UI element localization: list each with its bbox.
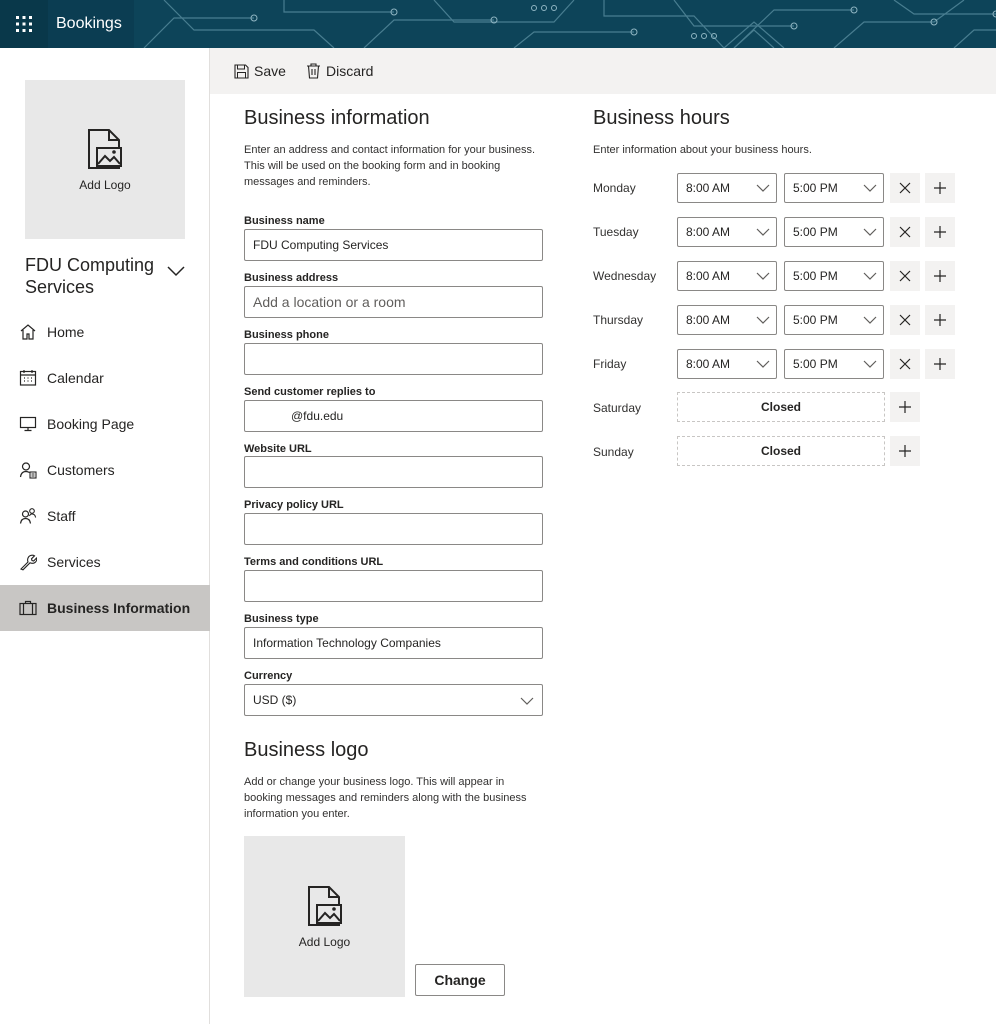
business-address-field[interactable]: Add a location or a room (244, 286, 543, 318)
start-time-value: 8:00 AM (686, 313, 731, 327)
command-bar (210, 48, 996, 94)
business-logo-preview[interactable] (244, 836, 405, 997)
terms-url-field[interactable] (244, 570, 543, 602)
add-logo-label: Add Logo (298, 934, 351, 949)
wednesday-end-time[interactable] (784, 261, 884, 291)
close-icon (899, 226, 911, 238)
sidebar-item-booking-page[interactable] (0, 401, 210, 447)
customers-icon (19, 461, 37, 479)
sidebar-item-services[interactable] (0, 539, 210, 585)
sunday-closed-slot: Closed (677, 436, 885, 466)
business-logo-description: Add or change your business logo. This will appear in booking messages and reminders along with the business information you enter. (244, 776, 527, 820)
chevron-down-icon (863, 181, 877, 195)
reply-email-field[interactable]: @fdu.edu (244, 400, 543, 432)
business-logo-heading: Business logo (244, 739, 369, 761)
app-launcher-button[interactable] (0, 0, 48, 48)
business-type-field[interactable]: Information Technology Companies (244, 627, 543, 659)
sidebar-item-business-information[interactable] (0, 585, 210, 631)
sidebar-item-calendar[interactable] (0, 355, 210, 401)
chevron-down-icon (756, 181, 770, 195)
thursday-start-time[interactable] (677, 305, 777, 335)
chevron-down-icon (756, 269, 770, 283)
monitor-icon (19, 415, 37, 433)
sidebar-item-home[interactable] (0, 309, 210, 355)
day-label-saturday: Saturday (593, 401, 642, 415)
sidebar-item-label: Customers (47, 462, 115, 478)
plus-icon (934, 182, 946, 194)
remove-hours-button[interactable] (890, 173, 920, 203)
app-title[interactable]: Bookings (56, 15, 122, 32)
remove-hours-button[interactable] (890, 349, 920, 379)
save-label: Save (254, 63, 286, 79)
remove-hours-button[interactable] (890, 217, 920, 247)
plus-icon (934, 358, 946, 370)
add-hours-button[interactable] (925, 349, 955, 379)
image-file-icon (305, 885, 345, 927)
reply-email-label: Send customer replies to (244, 386, 376, 398)
saturday-closed-slot: Closed (677, 392, 885, 422)
sidebar-item-customers[interactable] (0, 447, 210, 493)
add-hours-button[interactable] (925, 305, 955, 335)
sidebar-nav (0, 309, 210, 631)
business-hours-description: Enter information about your business hours. (593, 144, 812, 156)
friday-end-time[interactable] (784, 349, 884, 379)
chevron-down-icon (863, 313, 877, 327)
change-logo-button[interactable]: Change (415, 964, 505, 996)
plus-icon (934, 270, 946, 282)
sidebar (0, 48, 210, 1024)
website-url-field[interactable] (244, 456, 543, 488)
sidebar-item-label: Calendar (47, 370, 104, 386)
top-bar (0, 0, 996, 48)
day-label-friday: Friday (593, 357, 627, 371)
add-logo-label: Add Logo (79, 177, 131, 192)
friday-start-time[interactable] (677, 349, 777, 379)
tuesday-end-time[interactable] (784, 217, 884, 247)
sidebar-item-label: Business Information (47, 600, 191, 616)
chevron-down-icon (863, 269, 877, 283)
add-hours-button[interactable] (925, 173, 955, 203)
end-time-value: 5:00 PM (793, 357, 838, 371)
sidebar-item-label: Services (47, 554, 101, 570)
currency-label: Currency (244, 670, 293, 682)
trash-icon (306, 63, 321, 79)
add-hours-button[interactable] (890, 436, 920, 466)
business-name-field[interactable]: FDU Computing Services (244, 229, 543, 261)
business-phone-field[interactable] (244, 343, 543, 375)
save-button[interactable] (234, 48, 286, 94)
home-icon (19, 323, 37, 341)
save-icon (234, 64, 249, 79)
plus-icon (934, 314, 946, 326)
business-info-description: Enter an address and contact information for your business. This will be used on the booking form and in booking messages and reminders. (244, 144, 536, 188)
business-name-label: Business name (244, 215, 325, 227)
wednesday-start-time[interactable] (677, 261, 777, 291)
close-icon (899, 182, 911, 194)
add-hours-button[interactable] (925, 217, 955, 247)
chevron-down-icon (756, 357, 770, 371)
add-logo-button[interactable] (25, 80, 185, 239)
waffle-icon (15, 15, 33, 33)
image-file-icon (85, 128, 125, 170)
calendar-icon (19, 369, 37, 387)
day-label-wednesday: Wednesday (593, 269, 657, 283)
sidebar-item-staff[interactable] (0, 493, 210, 539)
end-time-value: 5:00 PM (793, 225, 838, 239)
remove-hours-button[interactable] (890, 261, 920, 291)
currency-select[interactable] (244, 684, 543, 716)
chevron-down-icon (756, 225, 770, 239)
circuit-banner-image (134, 0, 996, 48)
terms-url-label: Terms and conditions URL (244, 556, 384, 568)
chevron-down-icon[interactable] (166, 264, 186, 278)
close-icon (899, 270, 911, 282)
day-label-tuesday: Tuesday (593, 225, 639, 239)
sidebar-item-label: Home (47, 324, 85, 340)
business-hours-heading: Business hours (593, 107, 730, 129)
thursday-end-time[interactable] (784, 305, 884, 335)
website-url-label: Website URL (244, 443, 312, 455)
end-time-value: 5:00 PM (793, 313, 838, 327)
close-icon (899, 358, 911, 370)
business-phone-label: Business phone (244, 329, 329, 341)
close-icon (899, 314, 911, 326)
currency-value: USD ($) (253, 693, 297, 707)
day-label-monday: Monday (593, 181, 636, 195)
start-time-value: 8:00 AM (686, 269, 731, 283)
sidebar-item-label: Booking Page (47, 416, 135, 432)
chevron-down-icon (520, 694, 534, 708)
privacy-url-field[interactable] (244, 513, 543, 545)
business-name-switcher[interactable]: FDU Computing Services (25, 255, 155, 297)
monday-end-time[interactable] (784, 173, 884, 203)
start-time-value: 8:00 AM (686, 357, 731, 371)
chevron-down-icon (863, 225, 877, 239)
business-info-heading: Business information (244, 107, 430, 129)
privacy-url-label: Privacy policy URL (244, 499, 344, 511)
add-hours-button[interactable] (925, 261, 955, 291)
staff-icon (19, 507, 37, 525)
chevron-down-icon (863, 357, 877, 371)
discard-label: Discard (326, 63, 374, 79)
wrench-icon (19, 553, 37, 571)
plus-icon (899, 401, 911, 413)
start-time-value: 8:00 AM (686, 181, 731, 195)
business-address-label: Business address (244, 272, 339, 284)
sidebar-item-label: Staff (47, 508, 76, 524)
end-time-value: 5:00 PM (793, 181, 838, 195)
day-label-sunday: Sunday (593, 445, 634, 459)
tuesday-start-time[interactable] (677, 217, 777, 247)
discard-button[interactable] (306, 48, 373, 94)
plus-icon (899, 445, 911, 457)
briefcase-icon (19, 599, 37, 617)
remove-hours-button[interactable] (890, 305, 920, 335)
end-time-value: 5:00 PM (793, 269, 838, 283)
business-type-label: Business type (244, 613, 319, 625)
start-time-value: 8:00 AM (686, 225, 731, 239)
day-label-thursday: Thursday (593, 313, 644, 327)
add-hours-button[interactable] (890, 392, 920, 422)
chevron-down-icon (756, 313, 770, 327)
monday-start-time[interactable] (677, 173, 777, 203)
plus-icon (934, 226, 946, 238)
